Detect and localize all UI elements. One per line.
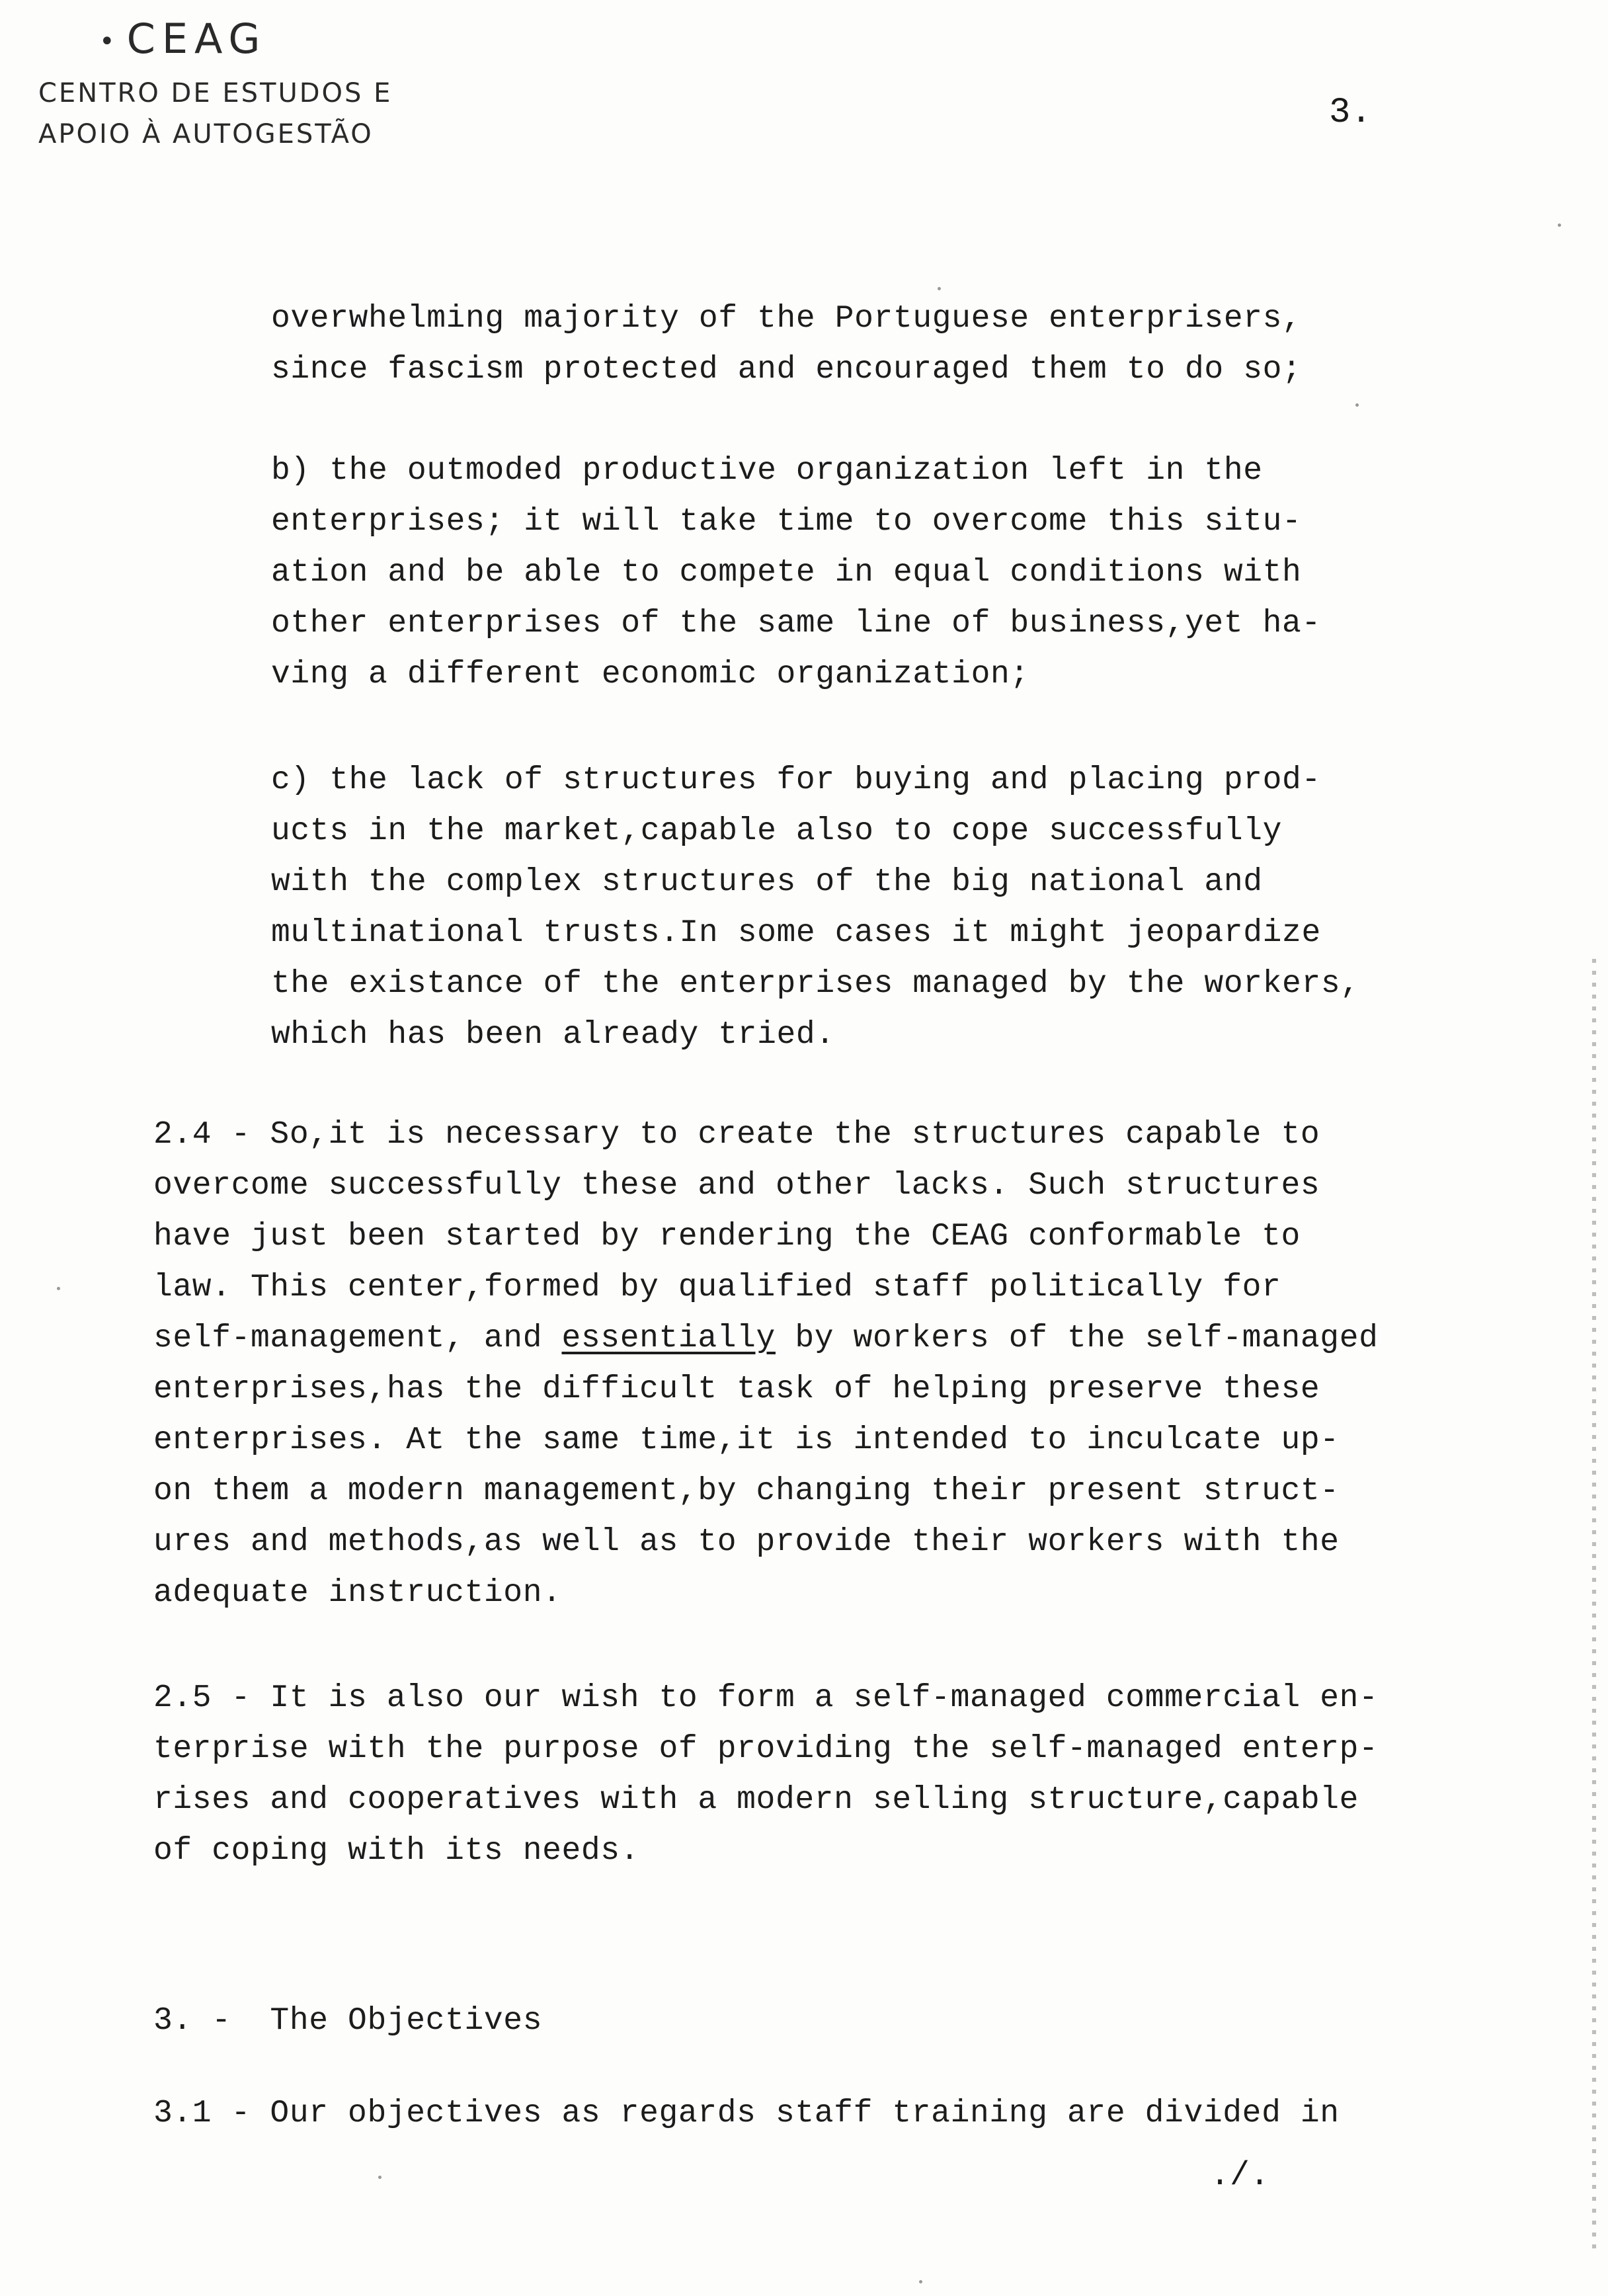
text-line: have just been started by rendering the CEAG conformable to: [153, 1219, 1301, 1254]
scan-edge-artifact: [1592, 959, 1596, 2248]
scan-speck: [919, 2280, 922, 2283]
page-number: 3.: [1329, 93, 1372, 133]
text-line: enterprises; it will take time to overcome this situ-: [271, 504, 1302, 540]
text-line: of coping with its needs.: [153, 1833, 640, 1869]
org-name-line-2: APOIO À AUTOGESTÃO: [38, 119, 374, 149]
section-2-4-paragraph: [153, 1110, 1379, 1619]
text-line: adequate instruction.: [153, 1575, 562, 1611]
text-line: 2.5 - It is also our wish to form a self-managed commercial en-: [153, 1680, 1379, 1716]
text-line: with the complex structures of the big national and: [271, 864, 1263, 900]
scan-speck: [1355, 403, 1359, 407]
text-line: on them a modern management,by changing their present struct-: [153, 1473, 1340, 1509]
underlined-word: essentially: [561, 1321, 776, 1356]
logo-dot-mark: •: [99, 26, 122, 57]
text-line: c) the lack of structures for buying and placing prod-: [271, 762, 1321, 798]
text-line: terprise with the purpose of providing the self-managed enterp-: [153, 1731, 1379, 1767]
logo-text: CEAG: [126, 15, 267, 63]
org-name-line-1: CENTRO DE ESTUDOS E: [38, 78, 393, 108]
text-line: other enterprises of the same line of business,yet ha-: [271, 606, 1321, 641]
text-line: since fascism protected and encouraged them to do so;: [271, 352, 1302, 388]
text-line: ation and be able to compete in equal conditions with: [271, 555, 1302, 591]
text-line: rises and cooperatives with a modern selling structure,capable: [153, 1782, 1359, 1818]
text-line: ucts in the market,capable also to cope successfully: [271, 813, 1283, 849]
item-a-continuation: [271, 294, 1301, 395]
section-3-heading: 3. - The Objectives: [153, 2003, 543, 2039]
section-3-1-paragraph: 3.1 - Our objectives as regards staff training are divided in: [153, 2096, 1340, 2131]
section-2-5-paragraph: [153, 1673, 1379, 1877]
continuation-mark: ./.: [1210, 2157, 1270, 2195]
text-line: multinational trusts.In some cases it might jeopardize: [271, 915, 1321, 951]
text-line: ving a different economic organization;: [271, 657, 1029, 692]
item-c-paragraph: [271, 755, 1360, 1061]
scan-speck: [938, 287, 941, 290]
scan-speck: [1558, 224, 1561, 227]
text-line: ures and methods,as well as to provide their workers with the: [153, 1524, 1340, 1560]
text-line: 2.4 - So,it is necessary to create the structures capable to: [153, 1117, 1320, 1153]
text-line-with-emphasis: [153, 1313, 1379, 1364]
text-line: enterprises. At the same time,it is intended to inculcate up-: [153, 1422, 1340, 1458]
item-b-paragraph: [271, 446, 1321, 700]
text-line: law. This center,formed by qualified staff politically for: [153, 1270, 1281, 1305]
text-line: which has been already tried.: [271, 1017, 835, 1053]
text-line: overwhelming majority of the Portuguese enterprisers,: [271, 301, 1302, 337]
text-line: the existance of the enterprises managed by the workers,: [271, 966, 1360, 1002]
text-segment: self-management, and: [153, 1321, 562, 1356]
ceag-logo: [99, 15, 266, 63]
text-line: overcome successfully these and other lacks. Such structures: [153, 1168, 1320, 1204]
text-line: b) the outmoded productive organization left in the: [271, 453, 1263, 489]
scan-speck: [378, 2176, 382, 2179]
scan-speck: [57, 1287, 60, 1290]
text-line: enterprises,has the difficult task of helping preserve these: [153, 1372, 1320, 1407]
text-segment: by workers of the self-managed: [775, 1321, 1379, 1356]
